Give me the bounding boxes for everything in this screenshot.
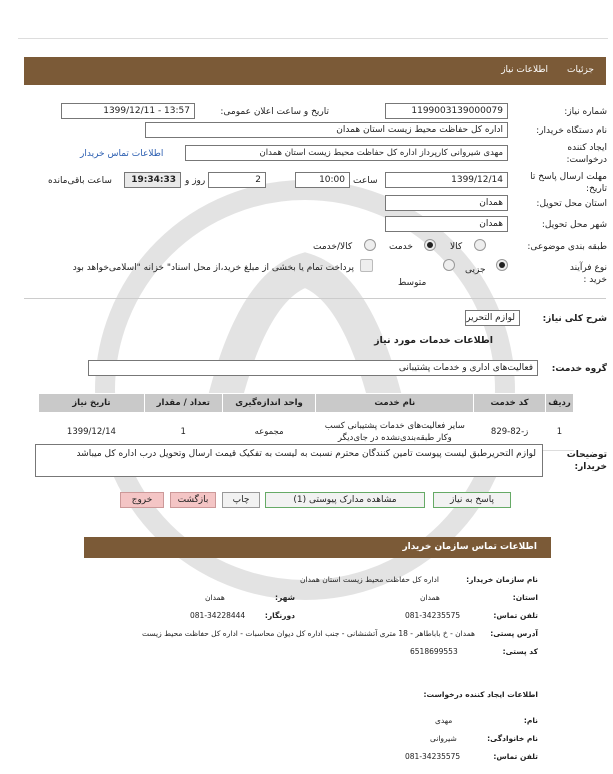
creator-phone: 081-34235575 xyxy=(405,752,461,761)
contact-title: اطلاعات تماس سازمان خریدار xyxy=(402,542,537,552)
buyer-notes-field: لوازم التحریرطبق لیست پیوست تامین کنندگان محترم نسبت به لیست به تفکیک قیمت ارسال وتحویل درب اداره کل میباشد xyxy=(35,444,543,477)
city-field: همدان xyxy=(385,216,508,232)
contact-fax-label: دورنگار: xyxy=(264,611,295,620)
respond-button[interactable]: پاسخ به نیاز xyxy=(433,492,511,508)
process-medium-label: متوسط xyxy=(398,278,427,288)
col-unit: واحد اندازه‌گیری xyxy=(222,394,316,413)
table-header-row xyxy=(39,394,574,413)
col-code: کد خدمت xyxy=(474,394,546,413)
services-title: اطلاعات خدمات مورد نیاز xyxy=(374,335,493,346)
process-medium-radio[interactable] xyxy=(443,259,455,271)
contact-phone: 081-34235575 xyxy=(405,611,461,620)
col-index: ردیف xyxy=(546,394,574,413)
contact-phone-label: تلفن تماس: xyxy=(493,611,538,620)
row-qty: 1 xyxy=(144,413,222,451)
contact-address-label: آدرس پستی: xyxy=(490,629,538,638)
category-goods-radio[interactable] xyxy=(474,239,486,251)
province-field: همدان xyxy=(385,195,508,211)
remaining-label: ساعت باقی‌مانده xyxy=(48,176,112,186)
time-label: ساعت xyxy=(353,176,378,186)
process-label: نوع فرآیند خرید : xyxy=(569,263,607,285)
category-service-label: خدمت xyxy=(389,242,413,252)
contact-postal: 6518699553 xyxy=(410,647,458,656)
buyer-org-label: نام دستگاه خریدار: xyxy=(536,126,607,136)
need-number-label: شماره نیاز: xyxy=(564,107,607,117)
contact-city: همدان xyxy=(205,593,225,602)
announce-field: 1399/12/11 - 13:57 xyxy=(61,103,195,119)
contact-province-label: استان: xyxy=(512,593,538,602)
deadline-label: مهلت ارسال پاسخ تا تاریخ: xyxy=(530,172,607,194)
service-group-label: گروه خدمت: xyxy=(551,364,607,374)
days-label: روز و xyxy=(185,176,206,186)
creator-name: مهدی xyxy=(435,716,453,725)
print-button[interactable]: چاپ xyxy=(222,492,260,508)
summary-label: شرح کلی نیاز: xyxy=(542,314,607,324)
col-name: نام خدمت xyxy=(316,394,474,413)
services-table xyxy=(38,393,574,451)
row-date: 1399/12/14 xyxy=(39,413,145,451)
category-goods-label: کالا xyxy=(450,242,463,252)
days-field: 2 xyxy=(208,172,266,188)
creator-phone-label: تلفن تماس: xyxy=(493,752,538,761)
category-goods-service-label: کالا/خدمت xyxy=(313,242,353,252)
tab-details[interactable]: جزئیات xyxy=(567,65,594,75)
contact-org: اداره کل حفاظت محیط زیست استان همدان xyxy=(300,575,439,584)
contact-address: همدان - خ باباطاهر - 18 متری آتشنشانی - جنب اداره کل دیوان محاسبات - اداره کل حفاظت محیط زیست xyxy=(141,629,475,638)
contact-province: همدان xyxy=(420,593,440,602)
summary-field: لوازم التحریر xyxy=(465,310,520,326)
exit-button[interactable]: خروج xyxy=(120,492,164,508)
province-label: استان محل تحویل: xyxy=(536,199,607,209)
top-divider xyxy=(18,38,608,39)
category-goods-service-radio[interactable] xyxy=(364,239,376,251)
treasury-checkbox[interactable] xyxy=(360,259,373,272)
process-partial-label: جزیی xyxy=(465,265,486,275)
category-service-radio[interactable] xyxy=(424,239,436,251)
city-label: شهر محل تحویل: xyxy=(541,220,607,230)
category-label: طبقه بندی موضوعی: xyxy=(527,242,607,252)
section-divider xyxy=(24,298,606,299)
col-date: تاریخ نیاز xyxy=(39,394,145,413)
creator-title: اطلاعات ایجاد کننده درخواست: xyxy=(423,690,538,699)
contact-city-label: شهر: xyxy=(275,593,295,602)
creator-family-label: نام خانوادگی: xyxy=(487,734,538,743)
creator-family: شیروانی xyxy=(430,734,457,743)
attachments-button[interactable]: مشاهده مدارک پیوستی (1) xyxy=(265,492,425,508)
row-code: ز-82-829 xyxy=(474,413,546,451)
process-partial-radio[interactable] xyxy=(496,259,508,271)
buyer-org-field: اداره کل حفاظت محیط زیست استان همدان xyxy=(145,122,508,138)
deadline-time-field: 10:00 xyxy=(295,172,350,188)
row-name: سایر فعالیت‌های خدمات پشتیبانی کسب وکار طبقه‌بندی‌نشده در جای‌دیگر xyxy=(316,413,474,451)
tab-need-info[interactable]: اطلاعات نیاز xyxy=(501,65,548,75)
requester-label: ایجاد کننده درخواست: xyxy=(566,143,607,165)
contact-fax: 081-34228444 xyxy=(190,611,246,620)
requester-field: مهدی شیروانی کارپرداز اداره کل حفاظت محیط زیست استان همدان xyxy=(185,145,508,161)
col-qty: تعداد / مقدار xyxy=(144,394,222,413)
row-index: 1 xyxy=(546,413,574,451)
service-group-field: فعالیت‌های اداری و خدمات پشتیبانی xyxy=(88,360,538,376)
remaining-time-field: 19:34:33 xyxy=(124,172,181,188)
row-unit: مجموعه xyxy=(222,413,316,451)
buyer-notes-label: توضیحات خریدار: xyxy=(566,450,607,472)
back-button[interactable]: بازگشت xyxy=(170,492,216,508)
announce-label: تاریخ و ساعت اعلان عمومی: xyxy=(220,107,329,117)
contact-postal-label: کد پستی: xyxy=(502,647,538,656)
contact-org-label: نام سازمان خریدار: xyxy=(466,575,538,584)
need-number-field: 1199003139000079 xyxy=(385,103,508,119)
deadline-date-field: 1399/12/14 xyxy=(385,172,508,188)
buyer-contact-link[interactable]: اطلاعات تماس خریدار xyxy=(80,149,164,159)
creator-name-label: نام: xyxy=(523,716,538,725)
page-header xyxy=(24,57,606,85)
contact-header xyxy=(84,537,551,558)
payment-note: پرداخت تمام یا بخشی از مبلغ خرید،از محل اسناد" خزانه "اسلامی‌خواهد بود xyxy=(72,263,354,273)
